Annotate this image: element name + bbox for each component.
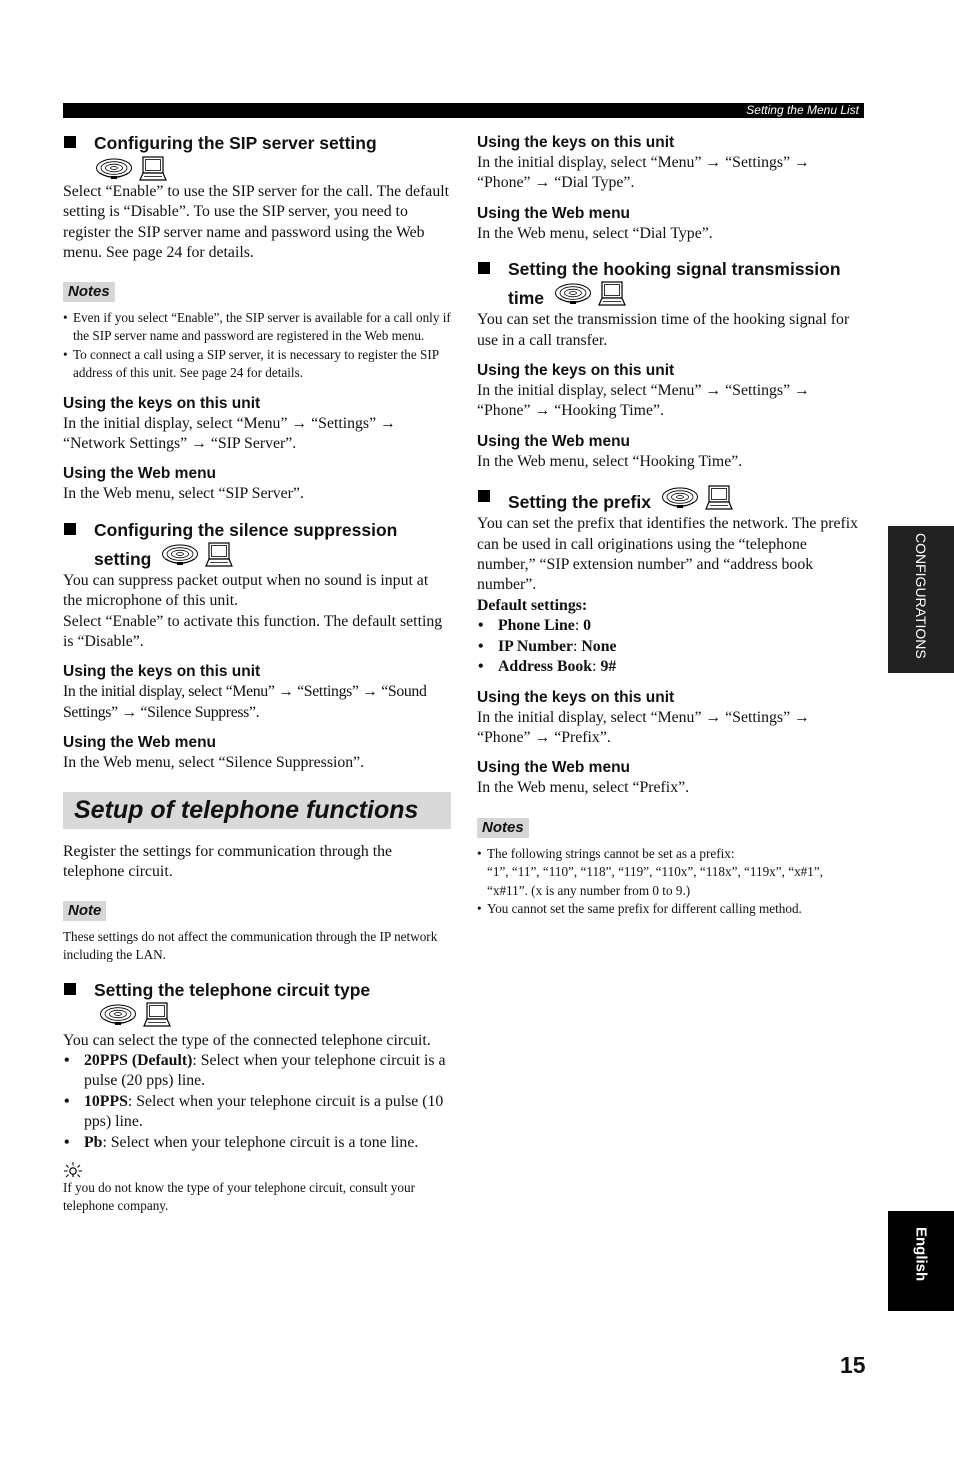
prefix-notes [477, 845, 865, 919]
silence-web-title: Using the Web menu [63, 734, 217, 752]
list-item: • Pb: Select when your telephone circuit is a tone line. [63, 1133, 451, 1153]
section-note-text: These settings do not affect the communication through the IP network including the LAN. [63, 928, 438, 962]
note-item: • Even if you select “Enable”, the SIP server is available for a call only if the SIP server name and password are registered in the Web menu. [63, 309, 451, 346]
square-bullet-icon [64, 523, 76, 535]
silence-keys-title: Using the keys on this unit [63, 663, 261, 681]
list-item: • 20PPS (Default): Select when your telephone circuit is a pulse (20 pps) line. [63, 1051, 451, 1092]
silence-keys-body: In the initial display, select “Menu” → “Settings” → “Sound Settings” → “Silence Suppress”. [63, 683, 427, 721]
sip-web-body: In the Web menu, select “SIP Server”. [63, 485, 304, 503]
sip-body: Select “Enable” to use the SIP server for the call. The default setting is “Disable”. To use the SIP server, you need to register the SIP server name and password using the Web menu. See page 24 for details. [63, 183, 449, 262]
note-label: Note [63, 901, 106, 921]
sip-heading: Configuring the SIP server setting [63, 131, 451, 182]
note-item: • You cannot set the same prefix for different calling method. [477, 900, 865, 919]
sip-keys-title: Using the keys on this unit [63, 394, 261, 412]
hooking-web-title: Using the Web menu [477, 432, 631, 450]
dial-web-title: Using the Web menu [477, 204, 631, 222]
square-bullet-icon [64, 983, 76, 995]
mode-icons [553, 281, 626, 307]
section-intro: Register the settings for communication through the telephone circuit. [63, 842, 393, 881]
list-item: • 10PPS: Select when your telephone circuit is a pulse (10 pps) line. [63, 1092, 451, 1133]
sip-web-title: Using the Web menu [63, 465, 217, 483]
hooking-heading: Setting the hooking signal transmission time [477, 257, 865, 310]
laptop-web-icon [705, 485, 733, 511]
side-tab-label: English [912, 1227, 930, 1282]
side-tab-english [888, 1211, 954, 1311]
phone-unit-icon [94, 156, 134, 182]
list-item: • IP Number: None [477, 637, 865, 657]
square-bullet-icon [64, 136, 76, 148]
hooking-body: You can set the transmission time of the hooking signal for use in a call transfer. [477, 311, 850, 349]
sip-notes [63, 309, 451, 383]
side-tab-configurations [888, 526, 954, 673]
prefix-defaults-label: Default settings: [477, 596, 588, 614]
prefix-body: You can set the prefix that identifies the network. The prefix can be used in call originations using the “telephone number,” “SIP extension number” and “address book number”. [477, 515, 859, 594]
list-item: • Address Book: 9# [477, 657, 865, 677]
circuit-body: You can select the type of the connected telephone circuit. [63, 1031, 431, 1049]
laptop-web-icon [143, 1002, 171, 1028]
prefix-web-body: In the Web menu, select “Prefix”. [477, 779, 690, 797]
laptop-web-icon [205, 542, 233, 568]
hint-bulb-icon [63, 1161, 83, 1179]
running-header [63, 103, 864, 118]
square-bullet-icon [478, 262, 490, 274]
laptop-web-icon [598, 281, 626, 307]
page-number: 15 [840, 1352, 866, 1378]
prefix-defaults [477, 616, 865, 677]
hint-text: If you do not know the type of your telephone circuit, consult your telephone company. [63, 1179, 415, 1214]
laptop-web-icon [139, 156, 167, 182]
circuit-heading: Setting the telephone circuit type [63, 978, 451, 1031]
section-title: Setup of telephone functions [74, 795, 419, 824]
silence-heading: Configuring the silence suppression setting [63, 518, 451, 571]
dial-web-body: In the Web menu, select “Dial Type”. [477, 224, 713, 242]
silence-body-1: You can suppress packet output when no sound is input at the microphone of this unit. [63, 571, 429, 610]
section-title-box [63, 792, 451, 829]
mode-icons [94, 156, 167, 182]
hooking-web-body: In the Web menu, select “Hooking Time”. [477, 452, 743, 470]
dial-keys-title: Using the keys on this unit [477, 134, 675, 151]
note-item: • The following strings cannot be set as a prefix: “1”, “11”, “110”, “118”, “119”, “110x”, “118x”, “119x”, “x#1”, “x#11”. (x is any number from 0 to 9.) [477, 845, 865, 901]
silence-web-body: In the Web menu, select “Silence Suppression”. [63, 754, 365, 772]
list-item: • Phone Line: 0 [477, 616, 865, 636]
running-header-title: Setting the Menu List [746, 103, 859, 117]
notes-label: Notes [63, 282, 115, 302]
silence-body-2: Select “Enable” to activate this function. The default setting is “Disable”. [63, 612, 443, 651]
mode-icons [660, 485, 733, 511]
prefix-web-title: Using the Web menu [477, 759, 631, 777]
sip-keys-body: In the initial display, select “Menu” → “Settings” → “Network Settings” → “SIP Server”. [63, 414, 396, 453]
dial-keys-body: In the initial display, select “Menu” → “Settings” → “Phone” → “Dial Type”. [477, 154, 810, 192]
mode-icons [160, 542, 233, 568]
phone-unit-icon [160, 542, 200, 568]
prefix-keys-title: Using the keys on this unit [477, 688, 675, 706]
prefix-heading: Setting the prefix [477, 485, 865, 514]
phone-unit-icon [553, 281, 593, 307]
circuit-options [63, 1051, 451, 1153]
notes-label: Notes [477, 818, 529, 838]
note-item: • To connect a call using a SIP server, it is necessary to register the SIP address of this unit. See page 24 for details. [63, 346, 451, 383]
left-column [63, 131, 451, 1216]
phone-unit-icon [660, 485, 700, 511]
side-tab-label: CONFIGURATIONS [913, 533, 929, 659]
prefix-keys-body: In the initial display, select “Menu” → “Settings” → “Phone” → “Prefix”. [477, 708, 810, 746]
mode-icons [98, 1002, 171, 1028]
square-bullet-icon [478, 490, 490, 502]
hooking-keys-title: Using the keys on this unit [477, 362, 675, 380]
phone-unit-icon [98, 1002, 138, 1028]
right-column [477, 131, 865, 919]
hooking-keys-body: In the initial display, select “Menu” → “Settings” → “Phone” → “Hooking Time”. [477, 382, 810, 420]
